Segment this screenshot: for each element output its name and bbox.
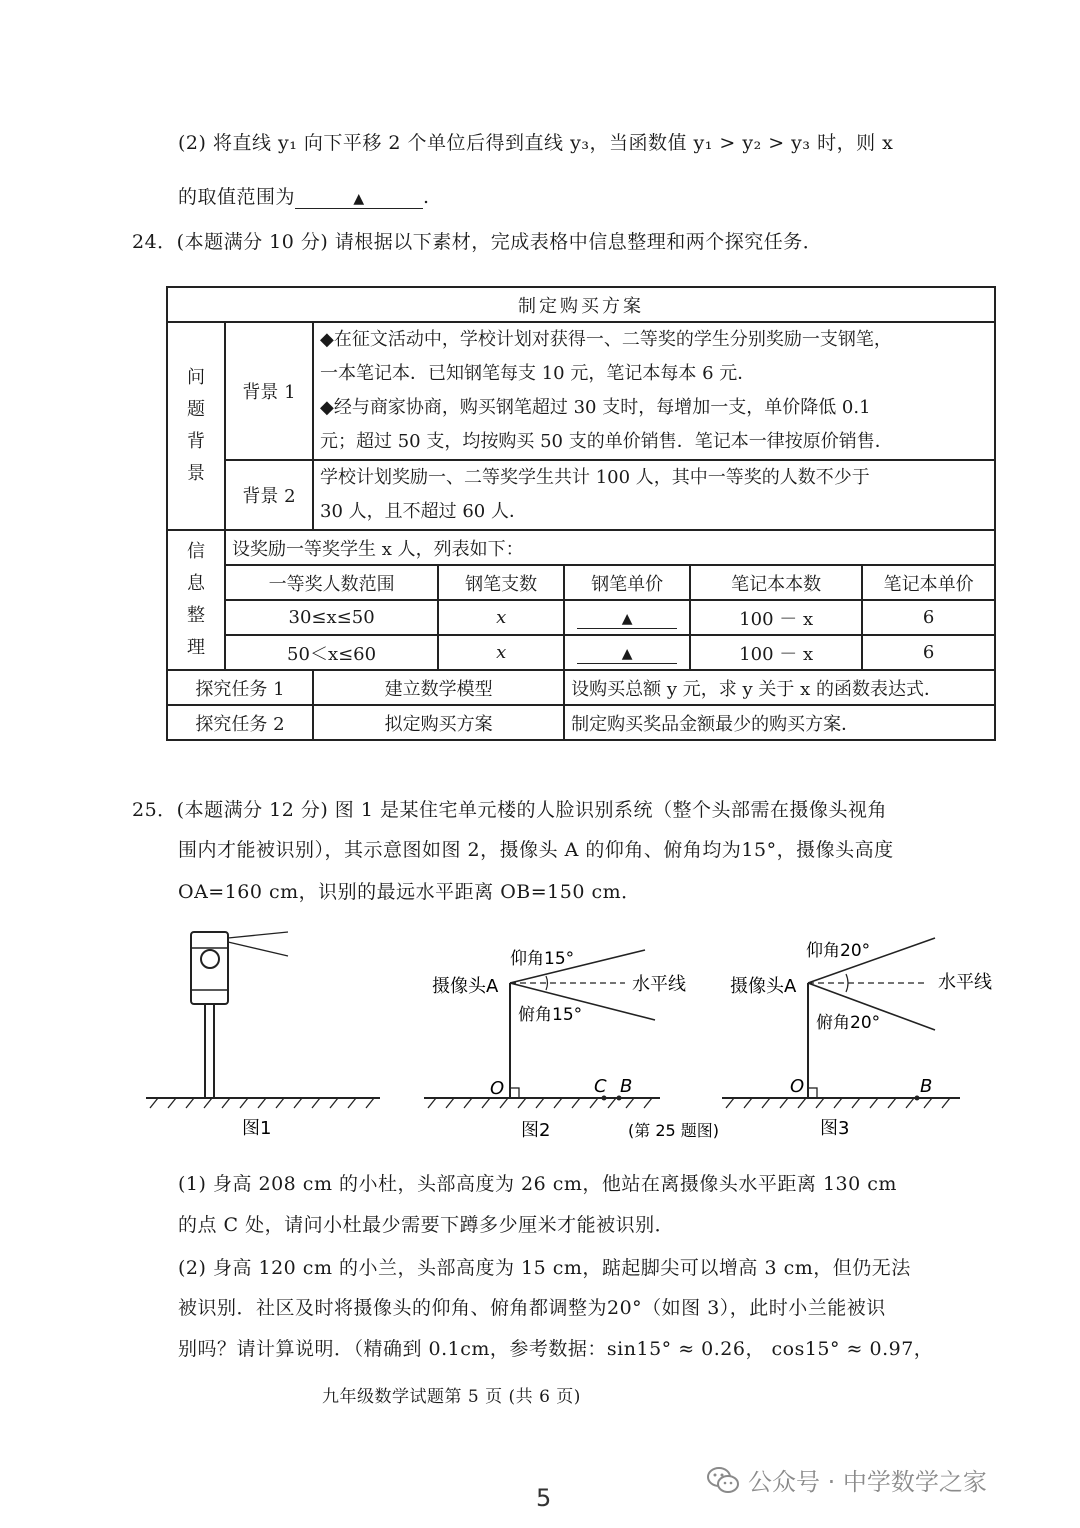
watermark-text: 公众号 · 中学数学之家 bbox=[748, 1468, 987, 1496]
q23-part2-line2 bbox=[178, 185, 430, 209]
header-notebook-price: 笔记本单价 bbox=[862, 565, 995, 600]
figure-1-ground bbox=[146, 1098, 380, 1108]
fig2-down-angle-label: 俯角15° bbox=[518, 1005, 583, 1025]
q25-part1-line1: (1) 身高 208 cm 的小杜，头部高度为 26 cm，他站在离摄像头水平距离 130 cm bbox=[178, 1173, 897, 1195]
page-number: 5 bbox=[536, 1484, 552, 1512]
q25-part2-line3: 别吗？请计算说明．（精确到 0.1cm，参考数据：sin15° ≈ 0.26， cos15° ≈ 0.97， bbox=[178, 1338, 934, 1360]
fig2-point-c: C bbox=[594, 1076, 607, 1097]
header-pen-price: 钢笔单价 bbox=[564, 565, 690, 600]
task1-desc: 设购买总额 y 元，求 y 关于 x 的函数表达式． bbox=[564, 670, 995, 705]
task2-desc: 制定购买奖品金额最少的购买方案． bbox=[564, 705, 995, 740]
q24-stem: 24．(本题满分 10 分) 请根据以下素材，完成表格中信息整理和两个探究任务． bbox=[132, 231, 823, 253]
fig2-point-b: B bbox=[620, 1076, 633, 1097]
fig3-up-angle-label: 仰角20° bbox=[806, 941, 871, 961]
row1-range: 30≤x≤50 bbox=[225, 600, 438, 635]
row1-notebook-count: 100 － x bbox=[690, 600, 862, 635]
fig2-point-o: O bbox=[490, 1078, 505, 1099]
table-title: 制定购买方案 bbox=[167, 287, 995, 322]
task2-label: 探究任务 2 bbox=[167, 705, 313, 740]
header-range: 一等奖人数范围 bbox=[225, 565, 438, 600]
q23-part2-prefix: 的取值范围为 bbox=[178, 186, 296, 208]
figure-1-device bbox=[191, 932, 288, 1098]
row2-pen-count: x bbox=[438, 635, 564, 670]
purchase-plan-table bbox=[166, 286, 996, 741]
fig3-camera-label: 摄像头A bbox=[730, 976, 797, 997]
header-pen-count: 钢笔支数 bbox=[438, 565, 564, 600]
fig3-horizontal-label: 水平线 bbox=[938, 972, 992, 993]
background-2-text: 学校计划奖励一、二等奖学生共计 100 人，其中一等奖的人数不少于 30 人，且不超过 60 人． bbox=[313, 460, 995, 530]
fig3-down-angle-label: 俯角20° bbox=[816, 1013, 881, 1033]
answer-blank: ▲ bbox=[577, 645, 677, 664]
answer-blank: ▲ bbox=[577, 610, 677, 629]
info-intro: 设奖励一等奖学生 x 人，列表如下： bbox=[225, 530, 995, 565]
fig2-horizontal-label: 水平线 bbox=[632, 974, 686, 995]
row2-pen-price bbox=[564, 635, 690, 670]
row2-notebook-count: 100 － x bbox=[690, 635, 862, 670]
fig3-point-b: B bbox=[920, 1076, 933, 1097]
q25-stem-line3: OA=160 cm，识别的最远水平距离 OB=150 cm． bbox=[178, 881, 641, 903]
q25-figures bbox=[0, 920, 1080, 1150]
info-organize-label: 信 息 整 理 bbox=[167, 530, 225, 670]
q25-part1-line2: 的点 C 处，请问小杜最少需要下蹲多少厘米才能被识别． bbox=[178, 1214, 675, 1236]
q25-stem-line2: 围内才能被识别），其示意图如图 2，摄像头 A 的仰角、俯角均为15°，摄像头高度 bbox=[178, 839, 894, 861]
wechat-icon bbox=[706, 1465, 740, 1495]
row1-pen-count: x bbox=[438, 600, 564, 635]
watermark bbox=[706, 1462, 987, 1497]
row1-notebook-price: 6 bbox=[862, 600, 995, 635]
figure-3-caption: 图3 bbox=[820, 1118, 850, 1139]
answer-blank: ▲ bbox=[295, 190, 423, 209]
row2-range: 50＜x≤60 bbox=[225, 635, 438, 670]
q23-part2-suffix: . bbox=[423, 186, 430, 208]
q25-stem-line1: 25．(本题满分 12 分) 图 1 是某住宅单元楼的人脸识别系统（整个头部需在摄像头视角 bbox=[132, 799, 887, 821]
task2-name: 拟定购买方案 bbox=[313, 705, 564, 740]
background-2-label: 背景 2 bbox=[225, 460, 313, 530]
figure-1-caption: 图1 bbox=[242, 1118, 272, 1139]
task1-name: 建立数学模型 bbox=[313, 670, 564, 705]
row1-pen-price bbox=[564, 600, 690, 635]
row2-notebook-price: 6 bbox=[862, 635, 995, 670]
q23-part2-line1: (2) 将直线 y₁ 向下平移 2 个单位后得到直线 y₃，当函数值 y₁ > y₂ > y₃ 时，则 x bbox=[178, 132, 894, 154]
q25-part2-line1: (2) 身高 120 cm 的小兰，头部高度为 15 cm，踮起脚尖可以增高 3 cm，但仍无法 bbox=[178, 1257, 911, 1279]
figure-note: (第 25 题图) bbox=[628, 1121, 720, 1140]
task1-label: 探究任务 1 bbox=[167, 670, 313, 705]
fig2-camera-label: 摄像头A bbox=[432, 976, 499, 997]
figure-2-caption: 图2 bbox=[521, 1120, 551, 1141]
fig2-up-angle-label: 仰角15° bbox=[510, 949, 575, 969]
header-notebook-count: 笔记本本数 bbox=[690, 565, 862, 600]
q25-part2-line2: 被识别．社区及时将摄像头的仰角、俯角都调整为20°（如图 3），此时小兰能被识 bbox=[178, 1297, 886, 1319]
problem-background-label: 问 题 背 景 bbox=[167, 322, 225, 530]
background-1-label: 背景 1 bbox=[225, 322, 313, 460]
fig3-point-o: O bbox=[790, 1076, 805, 1097]
background-1-text: ◆在征文活动中，学校计划对获得一、二等奖的学生分别奖励一支钢笔， 一本笔记本．已知钢笔每支 10 元，笔记本每本 6 元． ◆经与商家协商，购买钢笔超过 30 支时，每增加一支，单价降低 0.1 元；超过 50 支，均按购买 50 支的单价销售．笔记本一律按原价销售． bbox=[313, 322, 995, 460]
page-info: 九年级数学试题第 5 页 (共 6 页) bbox=[322, 1387, 581, 1407]
